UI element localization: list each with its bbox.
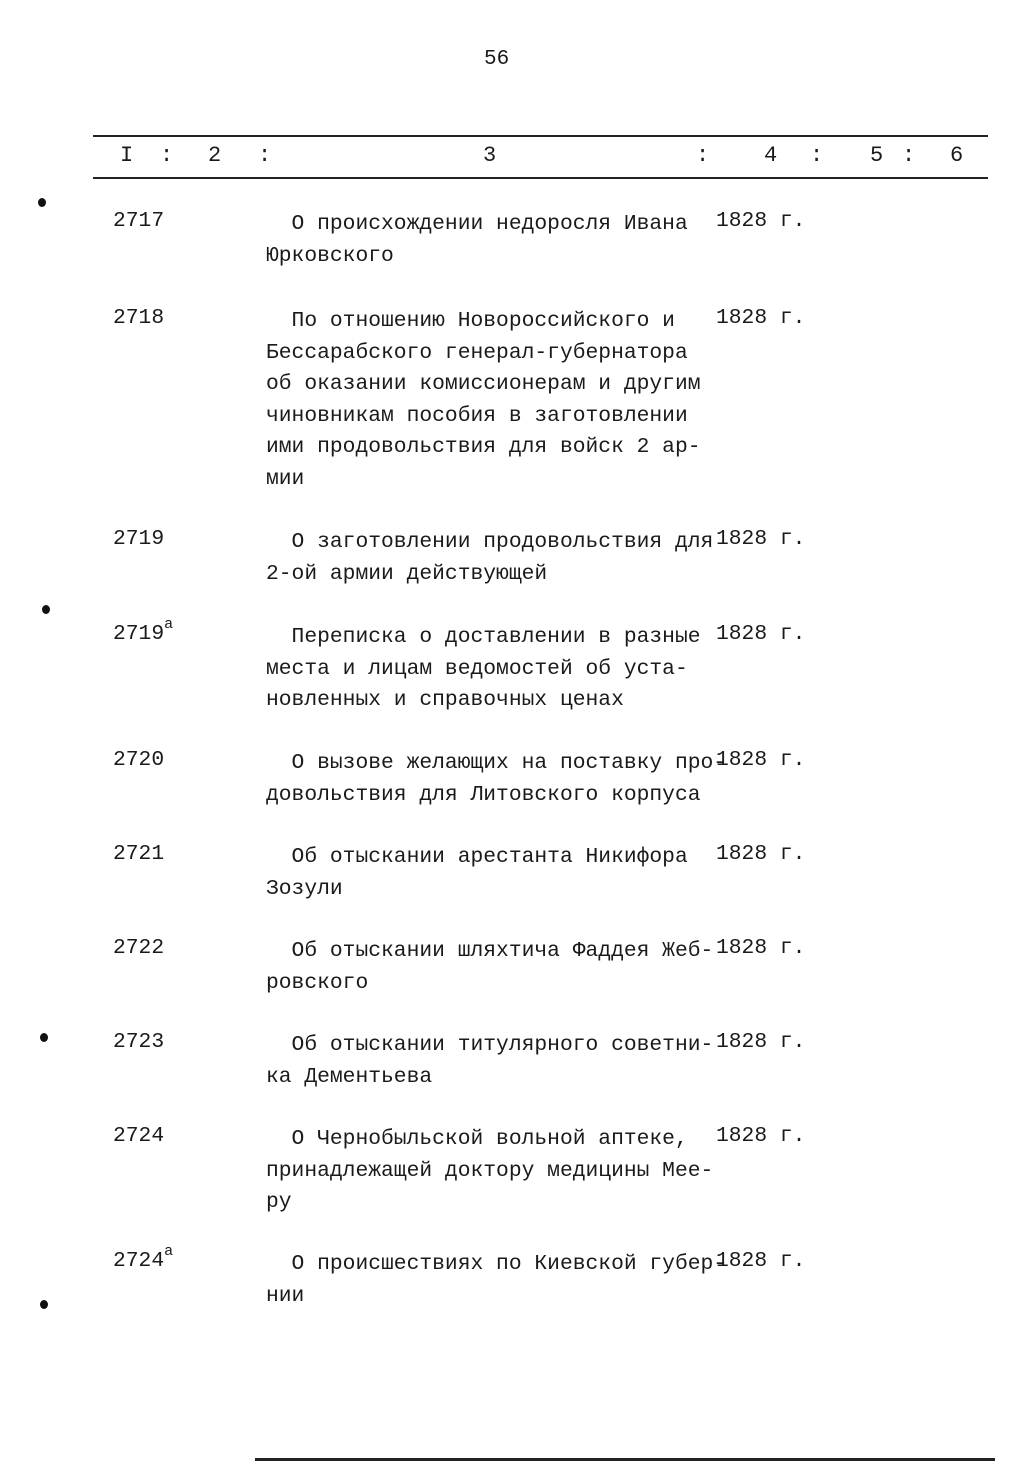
item-title-line: ровского: [266, 970, 369, 995]
item-title-line: об оказании комиссионерам и другим: [266, 372, 701, 396]
item-title-line: О происхождении недоросля Ивана: [266, 212, 688, 236]
column-1-label: I: [120, 143, 134, 168]
item-title-line: чиновникам пособия в заготовлении: [266, 403, 688, 428]
item-title: [266, 1124, 713, 1219]
item-number-text: 2721: [113, 842, 165, 866]
item-title-line: Об отыскании арестанта Никифора: [266, 845, 688, 869]
item-number: [113, 748, 164, 772]
item-title-line: нии: [266, 1283, 305, 1308]
column-separator: :: [810, 143, 824, 168]
item-title-line: довольствия для Литовского корпуса: [266, 782, 701, 807]
item-number-text: 2719: [113, 527, 165, 551]
item-date: 1828 г.: [716, 842, 806, 866]
item-title-line: ка Дементьева: [266, 1064, 433, 1089]
item-number-suffix: а: [164, 1243, 174, 1260]
column-6-label: 6: [950, 143, 964, 168]
column-separator: :: [696, 143, 710, 168]
column-separator: :: [258, 143, 272, 168]
item-number: [113, 842, 164, 866]
item-title-line: принадлежащей доктору медицины Мее-: [266, 1158, 714, 1183]
column-separator: :: [160, 143, 174, 168]
header-bottom-rule: [93, 177, 988, 179]
item-number: [113, 306, 164, 330]
item-date: 1828 г.: [716, 1030, 806, 1054]
item-title: [266, 306, 701, 495]
punch-hole-mark: [42, 605, 50, 614]
item-title-line: Переписка о доставлении в разные: [266, 625, 701, 649]
item-number: [113, 209, 164, 233]
item-number: [113, 1243, 174, 1273]
column-separator: :: [902, 143, 916, 168]
item-title-line: места и лицам ведомостей об уста-: [266, 656, 688, 681]
item-title-line: ру: [266, 1190, 292, 1214]
item-title: [266, 748, 726, 811]
item-number-text: 2720: [113, 748, 165, 772]
item-number-text: 2723: [113, 1030, 165, 1054]
item-date: 1828 г.: [716, 527, 806, 551]
item-title-line: О заготовлении продовольствия для: [266, 530, 714, 554]
item-number-text: 2722: [113, 936, 165, 960]
item-title: [266, 209, 688, 272]
item-title: [266, 1030, 713, 1093]
column-4-label: 4: [764, 143, 778, 168]
item-title-line: Об отыскании титулярного советни-: [266, 1033, 714, 1057]
column-3-label: 3: [483, 143, 497, 168]
item-title-line: Зозули: [266, 876, 343, 901]
item-title-line: ими продовольствия для войск 2 ар-: [266, 435, 701, 459]
item-title: [266, 527, 713, 590]
item-title-line: Об отыскании шляхтича Фаддея Жеб-: [266, 939, 714, 963]
item-number: [113, 1030, 164, 1054]
page-number: 56: [484, 48, 510, 71]
item-date: 1828 г.: [716, 748, 806, 772]
item-date: 1828 г.: [716, 622, 806, 646]
column-5-label: 5: [870, 143, 884, 168]
item-number-suffix: а: [164, 616, 174, 633]
item-title: [266, 842, 688, 905]
item-title-line: О Чернобыльской вольной аптеке,: [266, 1127, 688, 1151]
item-title-line: По отношению Новороссийского и: [266, 309, 675, 333]
item-date: 1828 г.: [716, 306, 806, 330]
item-title-line: О вызове желающих на поставку про-: [266, 751, 727, 775]
item-number-text: 2718: [113, 306, 165, 330]
item-date: 1828 г.: [716, 1249, 806, 1273]
item-title-line: новленных и справочных ценах: [266, 688, 624, 712]
item-number-text: 2724: [113, 1124, 165, 1148]
column-2-label: 2: [208, 143, 222, 168]
punch-hole-mark: [40, 1033, 48, 1042]
item-number-text: 2724: [113, 1249, 165, 1273]
item-date: 1828 г.: [716, 936, 806, 960]
item-number: [113, 527, 164, 551]
item-title-line: О происшествиях по Киевской губер-: [266, 1252, 727, 1276]
item-title-line: Бессарабского генерал-губернатора: [266, 340, 688, 365]
item-date: 1828 г.: [716, 1124, 806, 1148]
item-number: [113, 616, 174, 646]
item-title: [266, 622, 701, 717]
item-title-line: 2-ой армии действующей: [266, 561, 548, 586]
item-number-text: 2717: [113, 209, 165, 233]
punch-hole-mark: [40, 1300, 48, 1309]
item-number: [113, 936, 164, 960]
footer-rule: [255, 1458, 995, 1461]
item-number: [113, 1124, 164, 1148]
item-number-text: 2719: [113, 622, 165, 646]
item-title: [266, 1249, 726, 1312]
item-title: [266, 936, 713, 999]
item-title-line: Юрковского: [266, 243, 394, 268]
item-date: 1828 г.: [716, 209, 806, 233]
punch-hole-mark: [38, 198, 46, 207]
header-top-rule: [93, 135, 988, 137]
item-title-line: мии: [266, 466, 305, 491]
